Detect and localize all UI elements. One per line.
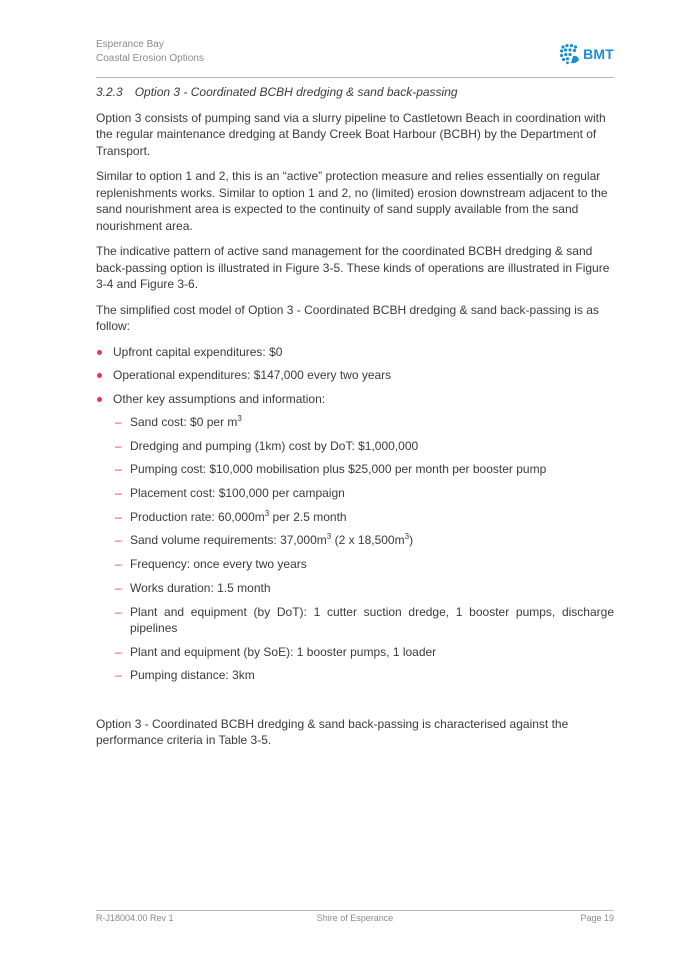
header-divider xyxy=(96,77,614,78)
sub-item-text: Sand cost: $0 per m xyxy=(130,415,238,429)
section-heading xyxy=(96,84,614,101)
sub-item-text: Placement cost: $100,000 per campaign xyxy=(130,486,345,501)
sub-item-text: Dredging and pumping (1km) cost by DoT: $1,000,000 xyxy=(130,438,419,453)
sub-item-text: Pumping distance: 3km xyxy=(130,668,255,683)
footer-page-number: Page 19 xyxy=(580,913,614,923)
sub-item-duration xyxy=(113,580,614,597)
assumptions-sub-list xyxy=(113,414,614,684)
sub-item-dredging xyxy=(113,438,614,455)
sub-item-distance xyxy=(113,667,614,684)
paragraph-closing: Option 3 - Coordinated BCBH dredging & sand back-passing is characterised against the performance criteria in Table 3-5. xyxy=(96,716,569,748)
sub-item-plant-dot xyxy=(113,604,614,637)
superscript: 3 xyxy=(237,414,242,423)
footer-client: Shire of Esperance xyxy=(316,913,394,923)
bullet-item-capex xyxy=(96,344,614,361)
sub-item-text: Production rate: 60,000m xyxy=(130,509,265,524)
bmt-logo-text: BMT xyxy=(583,46,614,62)
sub-item-text: ) xyxy=(409,533,414,548)
sub-item-text: per 2.5 month xyxy=(269,509,347,524)
sub-item-text: Plant and equipment (by DoT): 1 cutter suction dredge, 1 booster pumps, discharge pipelines xyxy=(130,604,614,635)
sub-item-volume xyxy=(113,532,614,549)
bullet-text: Upfront capital expenditures: $0 xyxy=(113,344,283,359)
superscript: 3 xyxy=(404,532,410,542)
sub-item-frequency xyxy=(113,556,614,573)
footer-report-number: R-J18004.00 Rev 1 xyxy=(96,913,174,923)
sub-item-pumping xyxy=(113,461,614,478)
bullet-item-opex xyxy=(96,367,614,384)
sub-item-sand-cost xyxy=(113,414,614,431)
superscript: 3 xyxy=(264,508,270,518)
page-footer xyxy=(96,913,614,925)
bullet-text: Other key assumptions and information: xyxy=(113,391,326,406)
bmt-logo xyxy=(559,40,614,68)
sub-item-text: Plant and equipment (by SoE): 1 booster pumps, 1 loader xyxy=(130,644,437,659)
sub-item-text: Pumping cost: $10,000 mobilisation plus $25,000 per month per booster pump xyxy=(130,462,547,477)
page-header xyxy=(96,38,614,78)
sub-item-plant-soe xyxy=(113,644,614,661)
sub-item-text: (2 x 18,500m xyxy=(331,533,405,548)
footer-divider xyxy=(96,910,614,911)
sub-item-text: Frequency: once every two years xyxy=(130,557,307,572)
bullet-text: Operational expenditures: $147,000 every two years xyxy=(113,368,392,382)
bullet-item-assumptions xyxy=(96,391,614,684)
section-title: Option 3 - Coordinated BCBH dredging & sand back-passing xyxy=(134,85,458,99)
header-report-title: Coastal Erosion Options xyxy=(96,53,204,64)
sub-item-text: Works duration: 1.5 month xyxy=(130,580,271,595)
sub-item-text: Sand volume requirements: 37,000m xyxy=(130,533,327,548)
paragraph-active-measure: Similar to option 1 and 2, this is an “active” protection measure and relies essentially on regular replenishments works. Similar to option 1 and 2, no (limited) erosion downstream adjacent to the sand nourishment area is expected to the continuity of sand supply available from the sand nourishment area. xyxy=(96,169,608,233)
superscript: 3 xyxy=(326,532,332,542)
sub-item-production xyxy=(113,509,614,526)
bmt-globe-icon xyxy=(559,43,581,65)
section-number: 3.2.3 xyxy=(96,85,123,99)
page-body xyxy=(96,84,614,758)
sub-item-placement xyxy=(113,485,614,502)
paragraph-intro: Option 3 consists of pumping sand via a slurry pipeline to Castletown Beach in coordination with the regular maintenance dredging at Bandy Creek Boat Harbour (BCBH) by the Department of Transport. xyxy=(96,110,606,158)
cost-bullet-list xyxy=(96,344,614,684)
paragraph-cost-model: The simplified cost model of Option 3 - Coordinated BCBH dredging & sand back-passing is as follow: xyxy=(96,302,599,333)
header-text xyxy=(96,38,204,66)
header-project-title: Esperance Bay xyxy=(96,39,164,50)
paragraph-pattern: The indicative pattern of active sand management for the coordinated BCBH dredging & sand back-passing option is illustrated in Figure 3-5. These kinds of operations are illustrated in Figure 3-4 and Figure 3-6. xyxy=(96,244,610,291)
